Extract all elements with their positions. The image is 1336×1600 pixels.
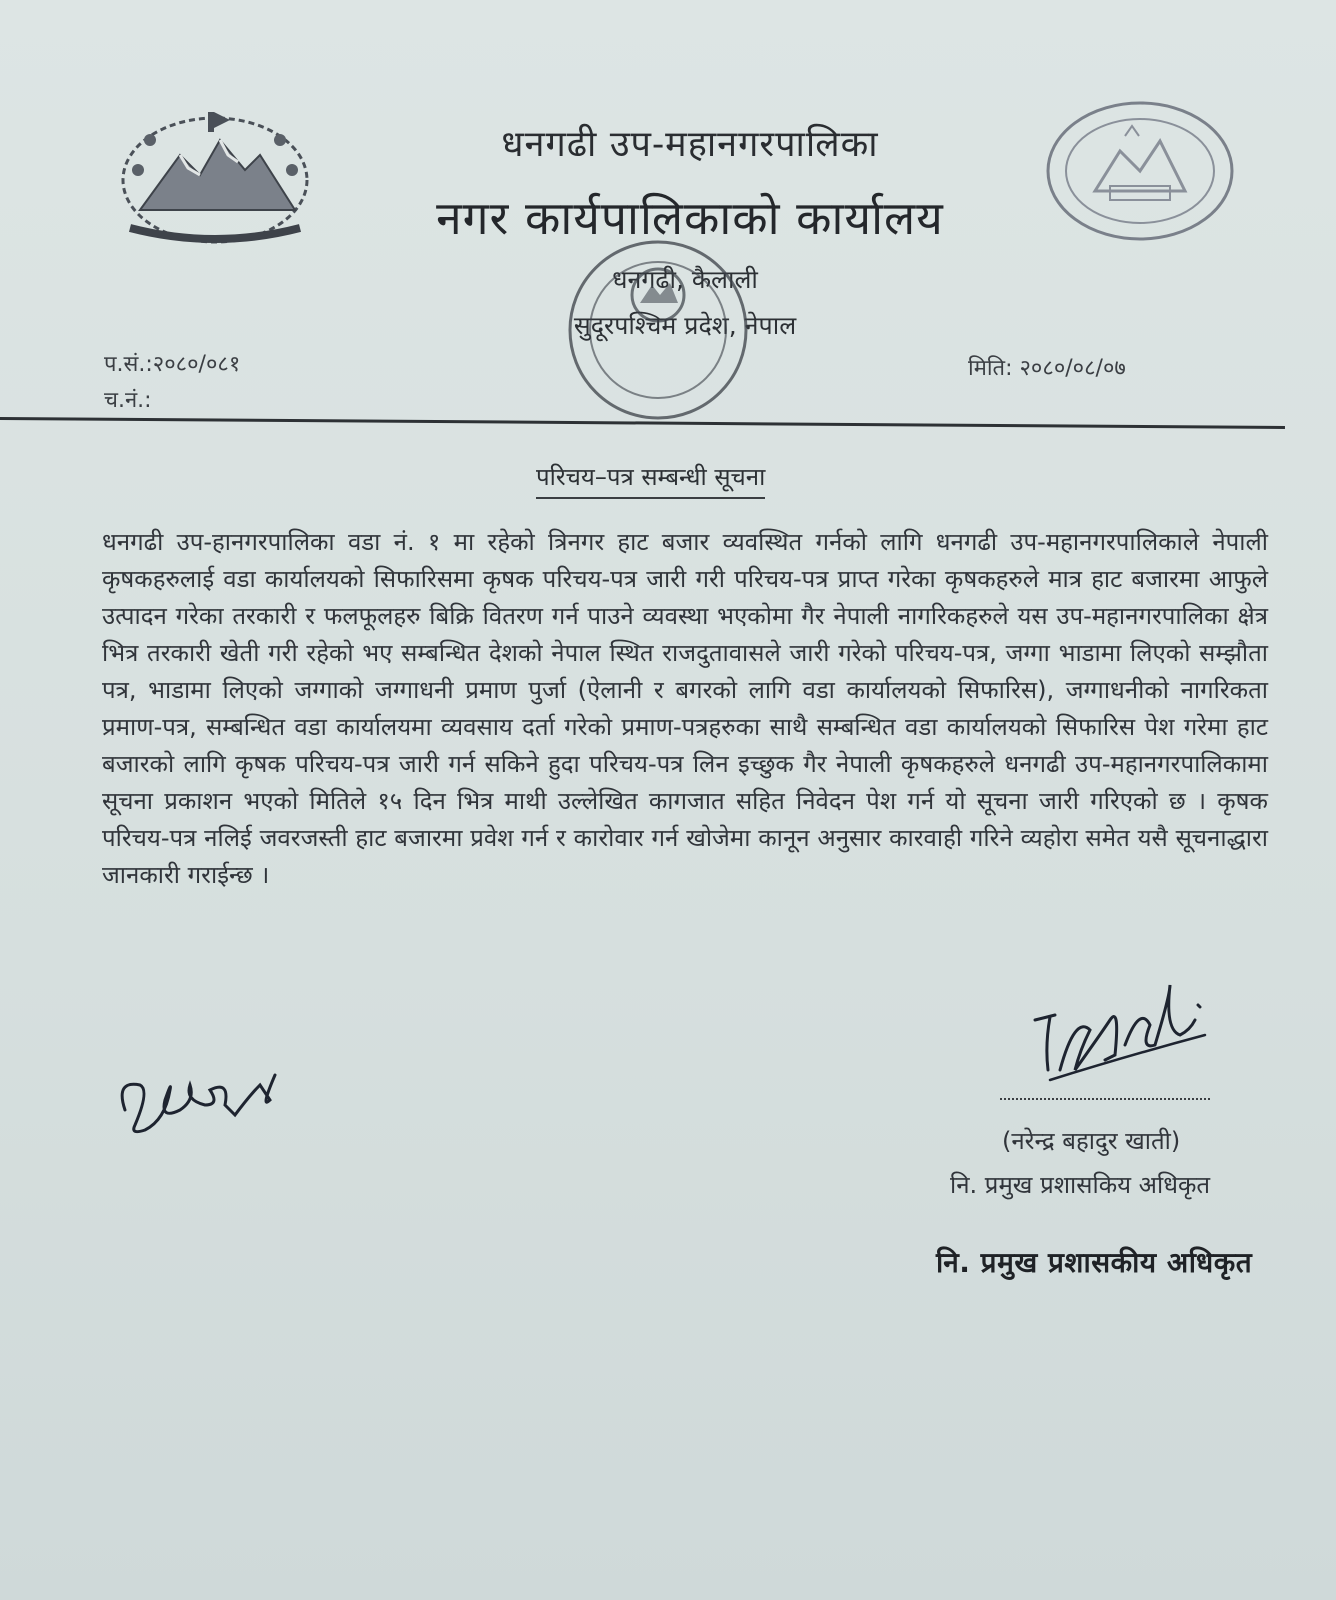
reference-number: प.सं.:२०८०/०८१	[104, 352, 241, 377]
dispatch-number: च.नं.:	[104, 388, 152, 413]
municipality-name: धनगढी उप-महानगरपालिका	[501, 124, 879, 165]
signatory-name: (नरेन्द्र बहादुर खाती)	[1002, 1127, 1181, 1155]
signatory-title-stamp: नि. प्रमुख प्रशासकीय अधिकृत	[936, 1246, 1253, 1279]
nepal-emblem-logo	[110, 100, 320, 250]
left-signature	[110, 1040, 290, 1140]
notice-body: धनगढी उप-हानगरपालिका वडा नं. १ मा रहेको त्रिनगर हाट बजार व्यवस्थित गर्नको लागि धनगढी उप-महानगरपालिकाले नेपाली कृषकहरुलाई वडा कार्यालयको सिफारिसमा कृषक परिचय-पत्र जारी गरी परिचय-पत्र प्राप्त गरेका कृषकहरुले मात्र हाट बजारमा आफुले उत्पादन गरेका तरकारी र फलफूलहरु बिक्रि वितरण गर्न पाउने व्यवस्था भएकोमा गैर नेपाली नागरिकहरुले यस उप-महानगरपालिका क्षेत्र भित्र तरकारी खेती गरी रहेको भए सम्बन्धित देशको नेपाल स्थित राजदुतावासले जारी गरेको परिचय-पत्र, जग्गा भाडामा लिएको सम्झौता पत्र, भाडामा लिएको जग्गाको जग्गाधनी प्रमाण पुर्जा (ऐलानी र बगरको लागि वडा कार्यालयको सिफारिस), जग्गाधनीको नागरिकता प्रमाण-पत्र, सम्बन्धित वडा कार्यालयमा व्यवसाय दर्ता गरेको प्रमाण-पत्रहरुका साथै सम्बन्धित वडा कार्यालयको सिफारिस पेश गरेमा हाट बजारको लागि कृषक परिचय-पत्र जारी गर्न सकिने हुदा परिचय-पत्र लिन इच्छुक गैर नेपाली कृषकहरुले धनगढी उप-महानगरपालिकामा सूचना प्रकाशन भएको मितिले १५ दिन भित्र माथी उल्लेखित कागजात सहित निवेदन पेश गर्न यो सूचना जारी गरिएको छ । कृषक परिचय-पत्र नलिई जवरजस्ती हाट बजारमा प्रवेश गर्न र कारोवार गर्न खोजेमा कानून अनुसार कारवाही गरिने व्यहोरा समेत यसै सूचनाद्धारा जानकारी गराईन्छ ।	[102, 528, 1268, 889]
office-name: नगर कार्यपालिकाको कार्यालय	[436, 191, 944, 245]
municipality-seal-logo	[1040, 96, 1240, 246]
address-province: सुदूरपश्चिम प्रदेश, नेपाल	[573, 311, 797, 340]
signature-line	[1000, 1098, 1210, 1100]
office-round-stamp	[530, 235, 780, 430]
right-signature	[1030, 975, 1230, 1095]
notice-date: मिति: २०८०/०८/०७	[968, 356, 1126, 381]
notice-subject: परिचय–पत्र सम्बन्धी सूचना	[536, 460, 765, 499]
signatory-title: नि. प्रमुख प्रशासकिय अधिकृत	[950, 1171, 1211, 1199]
address-district: धनगढी, कैलाली	[612, 265, 758, 294]
